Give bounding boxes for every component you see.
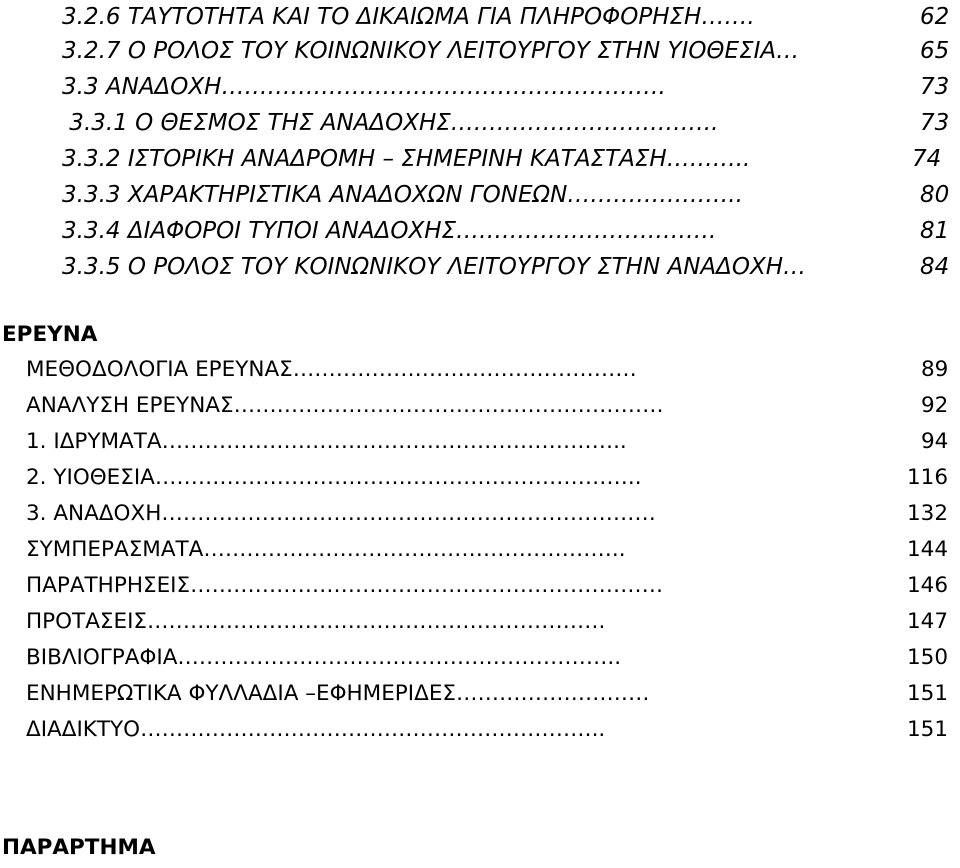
toc-entry-page: 89 (921, 357, 949, 382)
toc-entry-title: 3.3.1 Ο ΘΕΣΜΟΣ ΤΗΣ ΑΝΑΔΟΧΗΣ…………………………….. (62, 110, 719, 136)
toc-entry-page: 80 (920, 182, 950, 208)
toc-entry-title: 3. ΑΝΑΔΟΧΗ…………………………………………………………… (26, 501, 656, 526)
toc-entry-page: 62 (920, 4, 950, 30)
toc-entry-title: ΣΥΜΠΕΡΑΣΜΑΤΑ………………………………………………….. (26, 537, 626, 562)
toc-entry-title: ΕΝΗΜΕΡΩΤΙΚΑ ΦΥΛΛΑΔΙΑ –ΕΦΗΜΕΡΙΔΕΣ……………………… (26, 681, 650, 706)
toc-entry-title: ΔΙΑΔΙΚΤΥΟ……………………………………………………….. (26, 717, 606, 742)
toc-entry-page: 94 (921, 429, 949, 454)
toc-entry-title: ΠΑΡΑΤΗΡΗΣΕΙΣ………………………………………………………… (26, 573, 664, 598)
section-heading-appendix: ΠΑΡΑΡΤΗΜΑ (2, 835, 156, 860)
toc-entry-page: 144 (907, 537, 949, 562)
toc-entry-title: 3.2.7 Ο ΡΟΛΟΣ ΤΟΥ ΚΟΙΝΩΝΙΚΟΥ ΛΕΙΤΟΥΡΓΟΥ ΣΤΗΝ ΥΙΟΘΕΣΙΑ… (62, 38, 800, 64)
toc-entry-title: 1. ΙΔΡΥΜΑΤΑ……………………………………………………….. (26, 429, 627, 454)
toc-entry-title: 3.3.5 Ο ΡΟΛΟΣ ΤΟΥ ΚΟΙΝΩΝΙΚΟΥ ΛΕΙΤΟΥΡΓΟΥ ΣΤΗΝ ΑΝΑΔΟΧΗ… (62, 254, 807, 280)
toc-entry-page: 116 (907, 465, 949, 490)
toc-entry-page: 84 (920, 254, 950, 280)
toc-entry-page: 151 (907, 717, 949, 742)
toc-entry-page: 73 (920, 110, 950, 136)
toc-entry-title: ΑΝΑΛΥΣΗ ΕΡΕΥΝΑΣ…………………………………………………… (26, 393, 664, 418)
toc-entry-page: 146 (907, 573, 949, 598)
toc-entry-page: 92 (921, 393, 949, 418)
toc-entry-title: 3.3.3 ΧΑΡΑΚΤΗΡΙΣΤΙΚΑ ΑΝΑΔΟΧΩΝ ΓΟΝΕΩΝ………………….. (62, 182, 743, 208)
toc-entry-title: 3.2.6 ΤΑΥΤΟΤΗΤΑ ΚΑΙ ΤΟ ΔΙΚΑΙΩΜΑ ΓΙΑ ΠΛΗΡΟΦΟΡΗΣΗ……. (62, 4, 755, 30)
toc-entry-title: ΜΕΘΟΔΟΛΟΓΙΑ ΕΡΕΥΝΑΣ………………………………………… (26, 357, 637, 382)
toc-entry-title: 3.3.2 ΙΣΤΟΡΙΚΗ ΑΝΑΔΡΟΜΗ – ΣΗΜΕΡΙΝΗ ΚΑΤΑΣΤΑΣΗ……….. (62, 146, 751, 172)
toc-entry-title: 3.3 ΑΝΑΔΟΧΗ…………………………………………………. (62, 74, 666, 100)
toc-entry-title: ΒΙΒΛΙΟΓΡΑΦΙΑ…………………………………………………….. (26, 645, 622, 670)
toc-entry-page: 65 (920, 38, 950, 64)
toc-entry-page: 150 (907, 645, 949, 670)
toc-entry-title: 2. ΥΙΟΘΕΣΙΑ………………………………………………………….. (26, 465, 642, 490)
section-heading-research: ΕΡΕΥΝΑ (2, 322, 98, 347)
toc-entry-page: 81 (920, 218, 950, 244)
toc-entry-page: 73 (920, 74, 950, 100)
toc-entry-title: 3.3.4 ΔΙΑΦΟΡΟΙ ΤΥΠΟΙ ΑΝΑΔΟΧΗΣ……………………………. (62, 218, 717, 244)
toc-entry-page: 151 (907, 681, 949, 706)
toc-entry-page: 74 (912, 146, 942, 172)
toc-entry-title: ΠΡΟΤΑΣΕΙΣ………………………………………………………. (26, 609, 606, 634)
toc-entry-page: 132 (907, 501, 949, 526)
toc-entry-page: 147 (907, 609, 949, 634)
